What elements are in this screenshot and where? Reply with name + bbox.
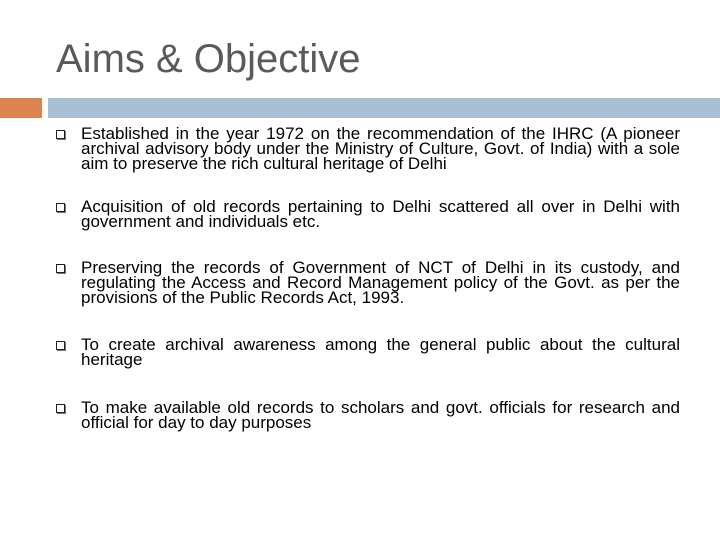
accent-bar — [0, 98, 42, 118]
list-item — [56, 199, 680, 229]
square-bullet-icon — [56, 203, 65, 212]
list-item — [56, 260, 680, 305]
square-bullet-icon — [56, 341, 65, 350]
square-bullet-icon — [56, 404, 65, 413]
list-item — [56, 400, 680, 430]
slide-title: Aims & Objective — [56, 37, 361, 81]
list-item — [56, 337, 680, 367]
title-rule-bar — [48, 98, 720, 118]
objectives-list — [56, 126, 680, 458]
square-bullet-icon — [56, 130, 65, 139]
bullet-text: Established in the year 1972 on the recommendation of the IHRC (A pioneer archival advisory body under the Ministry of Culture, Govt. of India) with a sole aim to preserve the rich cultural heritage of Delhi — [81, 124, 680, 173]
list-item — [56, 126, 680, 171]
bullet-text: To create archival awareness among the general public about the cultural heritage — [81, 335, 680, 369]
bullet-text: Acquisition of old records pertaining to Delhi scattered all over in Delhi with government and individuals etc. — [81, 197, 680, 231]
bullet-text: Preserving the records of Government of NCT of Delhi in its custody, and regulating the Access and Record Management policy of the Govt. as per the provisions of the Public Records Act, 1993. — [81, 258, 680, 307]
square-bullet-icon — [56, 264, 65, 273]
bullet-text: To make available old records to scholars and govt. officials for research and official for day to day purposes — [81, 398, 680, 432]
